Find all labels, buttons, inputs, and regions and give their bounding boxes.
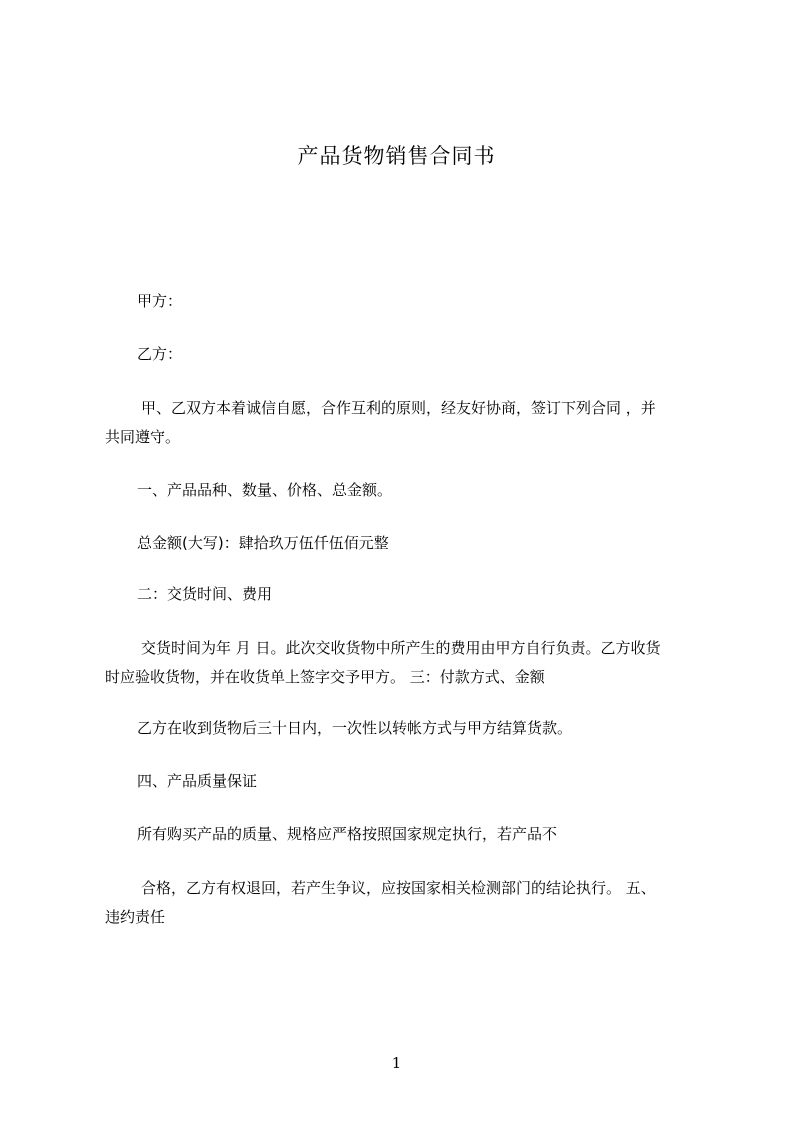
quality-continuation <box>105 874 705 932</box>
section-2-heading: 二：交货时间、费用 <box>137 585 273 603</box>
section-1-heading: 一、产品品种、数量、价格、总金额。 <box>137 481 393 499</box>
intro-paragraph <box>105 394 705 452</box>
document-title: 产品货物销售合同书 <box>297 144 496 168</box>
party-a-label: 甲方： <box>137 292 183 310</box>
delivery-paragraph <box>105 634 705 692</box>
page-number: 1 <box>391 1054 402 1072</box>
party-b-label: 乙方： <box>137 345 183 363</box>
quality-cont-line-2: 违约责任 <box>105 908 166 926</box>
quality-cont-line-1: 合格，乙方有权退回，若产生争议，应按国家相关检测部门的结论执行。 五、 <box>141 879 656 897</box>
delivery-line-2: 时应验收货物，并在收货单上签字交予甲方。 三：付款方式、金额 <box>105 668 545 686</box>
section-4-heading: 四、产品质量保证 <box>137 772 258 790</box>
intro-line-1: 甲、乙双方本着诚信自愿，合作互利的原则，经友好协商，签订下列合同 ，并 <box>141 399 656 417</box>
intro-line-2: 共同遵守。 <box>105 428 181 446</box>
delivery-line-1: 交货时间为年 月 日。此次交收货物中所产生的费用由甲方自行负责。乙方收货 <box>141 639 661 657</box>
total-amount-text: 总金额(大写)：肆拾玖万伍仟伍佰元整 <box>137 534 389 552</box>
quality-text: 所有购买产品的质量、规格应严格按照国家规定执行，若产品不 <box>137 825 558 843</box>
payment-text: 乙方在收到货物后三十日内，一次性以转帐方式与甲方结算货款。 <box>137 719 573 737</box>
